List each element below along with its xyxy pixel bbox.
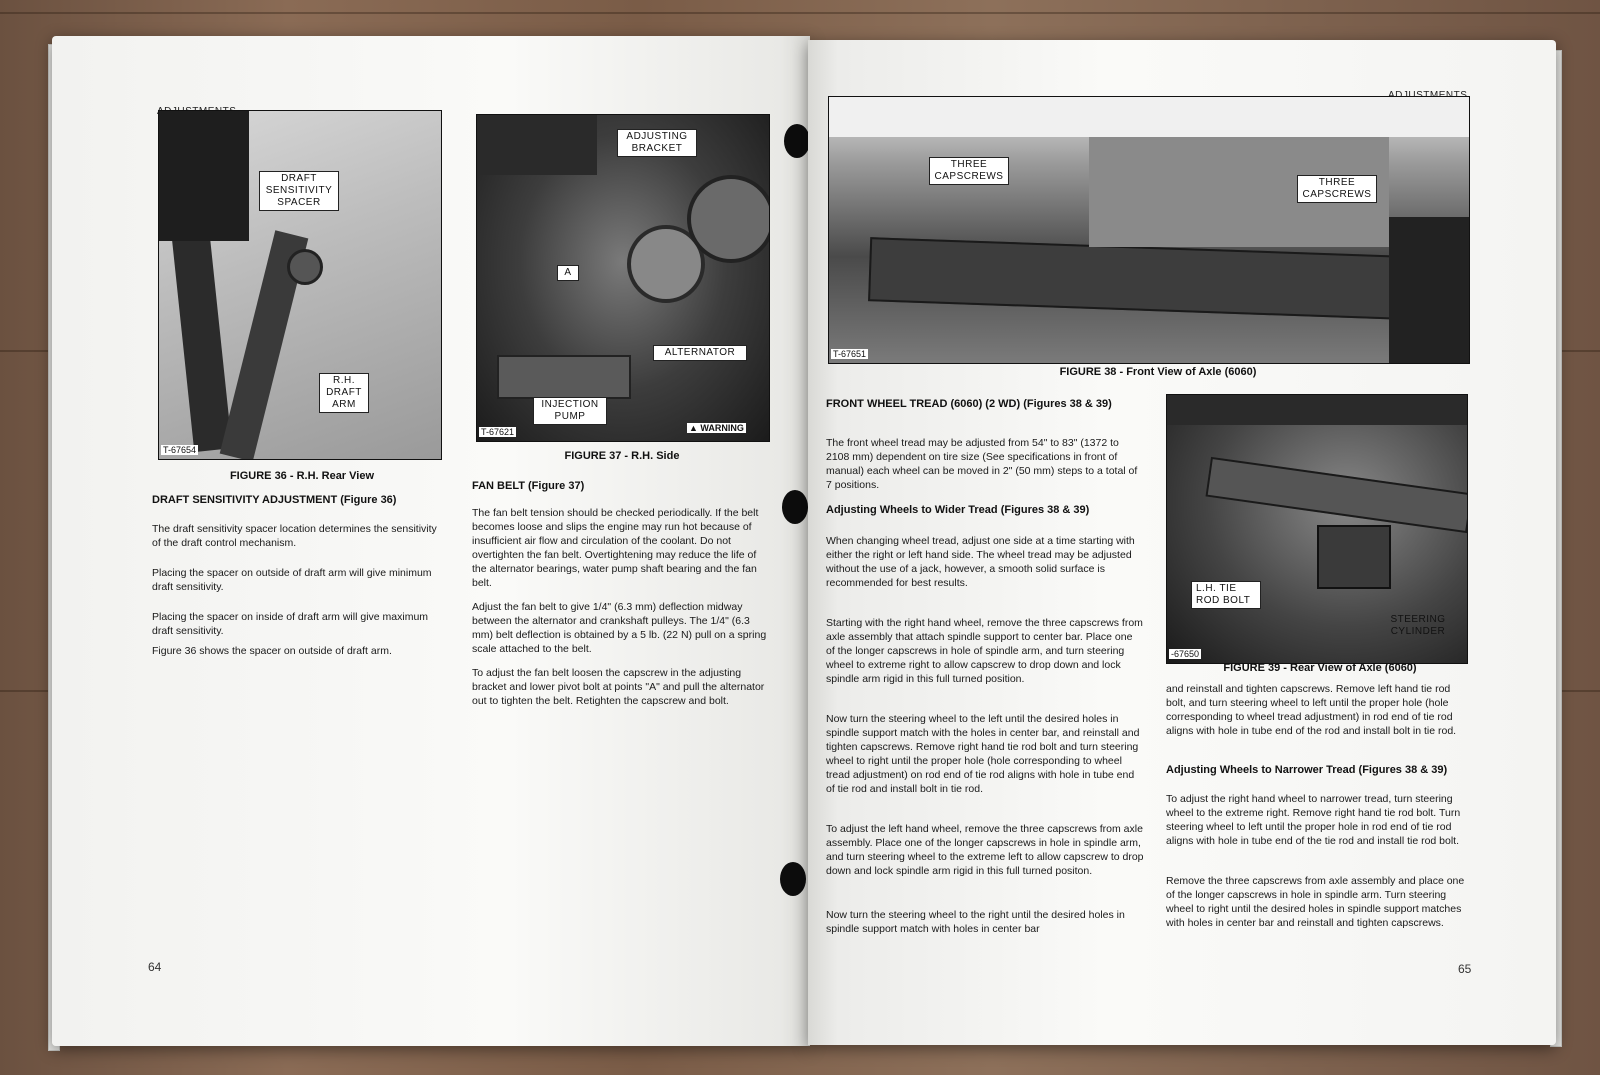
narrower-paragraph-2: Remove the three capscrews from axle assembly and place one of the longer capscrews in hole in spindle arm. Turn steering wheel to right until the desired holes in spindle support matches with holes in center bar and reinstall and tighten capscrews. xyxy=(1166,875,1465,929)
column2-paragraph-1: and reinstall and tighten capscrews. Remove left hand tie rod bolt, and turn steering wheel to left until the proper hole (hole corresponding to wheel tread adjustment) in rod end of tie rod aligns with hole in tube end of the rod and install bolt in tie rod. xyxy=(1166,683,1457,737)
wider-paragraph-2: Starting with the right hand wheel, remove the three capscrews from axle assembly that attach spindle support to center bar. Place one of the longer capscrews in hole of spindle arm, and turn steering wheel to extreme right to allow capscrew to drop down and lock spindle arm rigid in this full turned position. xyxy=(826,617,1143,685)
figure-38-code: T-67651 xyxy=(833,349,867,359)
figure-37-caption: FIGURE 37 - R.H. Side xyxy=(564,450,680,462)
figure-37-photo xyxy=(476,114,770,442)
tread-paragraph-1: The front wheel tread may be adjusted from 54" to 83" (1372 to 2108 mm) dependent on tire size (See specifications in front of manual) each wheel can be moved in 2" (50 mm) steps to a total of 7 positions. xyxy=(826,437,1138,491)
draft-paragraph-4: Figure 36 shows the spacer on outside of draft arm. xyxy=(152,645,392,657)
three-capscrews-left-callout: THREE CAPSCREWS xyxy=(929,157,1009,185)
point-a-callout: A xyxy=(557,265,579,281)
figure-38-caption: FIGURE 38 - Front View of Axle (6060) xyxy=(1059,366,1257,378)
wider-tread-heading: Adjusting Wheels to Wider Tread (Figures 38 & 39) xyxy=(826,504,1090,516)
figure-36-code: T-67654 xyxy=(163,445,197,455)
wider-paragraph-4: To adjust the left hand wheel, remove the three capscrews from axle assembly. Place one of the longer capscrews in hole in spindle arm, and turn steering wheel to the extreme left to allow capscrew to drop down and lock spindle arm rigid in this full turned positon. xyxy=(826,823,1144,877)
narrower-tread-heading: Adjusting Wheels to Narrower Tread (Figures 38 & 39) xyxy=(1166,764,1448,776)
binding-hole-bottom xyxy=(780,862,806,896)
figure-39-code: -67650 xyxy=(1171,649,1200,659)
draft-paragraph-2: Placing the spacer on outside of draft arm will give minimum draft sensitivity. xyxy=(152,567,432,593)
wider-paragraph-1: When changing wheel tread, adjust one side at a time starting with either the right or left hand side. The wheel tread may be adjusted without the use of a jack, however, a smooth solid surface is recommended for best results. xyxy=(826,535,1135,589)
fan-paragraph-3: To adjust the fan belt loosen the capscrew in the adjusting bracket and lower pivot bolt at points "A" and pull the alternator out to tighten the belt. Retighten the capscrew and bolt. xyxy=(472,667,765,707)
right-page-number: 65 xyxy=(1458,962,1472,976)
front-wheel-tread-heading: FRONT WHEEL TREAD (6060) (2 WD) (Figures 38 & 39) xyxy=(826,398,1112,410)
fan-paragraph-1: The fan belt tension should be checked periodically. If the belt becomes loose and slips the engine may run hot because of insufficient air flow and circulation of the coolant. Do not overtighten the fan belt. Overtightening may reduce the life of the alternator bearings, water pump shaft bearing and the fan belt. xyxy=(472,507,759,589)
adjusting-bracket-callout: ADJUSTING BRACKET xyxy=(617,129,697,157)
alternator-callout: ALTERNATOR xyxy=(653,345,747,361)
rh-draft-arm-callout: R.H. DRAFT ARM xyxy=(319,373,369,413)
fan-belt-heading: FAN BELT (Figure 37) xyxy=(472,480,585,492)
figure-38-photo xyxy=(828,96,1470,364)
draft-sensitivity-heading: DRAFT SENSITIVITY ADJUSTMENT (Figure 36) xyxy=(152,494,397,506)
figure-36-caption: FIGURE 36 - R.H. Rear View xyxy=(229,470,375,482)
figure-37-code: T-67621 xyxy=(481,427,515,437)
figure-36-photo xyxy=(158,110,442,460)
left-page-number: 64 xyxy=(148,960,162,974)
binding-hole-middle xyxy=(782,490,808,524)
figure-39-caption: FIGURE 39 - Rear View of Axle (6060) xyxy=(1223,662,1417,674)
binding-hole-top xyxy=(784,124,810,158)
wider-paragraph-5: Now turn the steering wheel to the right until the desired holes in spindle support match with holes in center bar xyxy=(826,909,1125,935)
narrower-paragraph-1: To adjust the right hand wheel to narrower tread, turn steering wheel to the extreme right. Remove right hand tie rod bolt. Turn steering wheel to left until the proper hole in rod end of tie rod aligns with hole in tube end of the tie rod and install tie rod bolt. xyxy=(1166,793,1461,847)
draft-sensitivity-spacer-callout: DRAFT SENSITIVITY SPACER xyxy=(259,171,339,211)
figure-39-photo xyxy=(1166,394,1468,664)
warning-text: WARNING xyxy=(700,423,744,433)
warning-label: ▲ WARNING xyxy=(689,423,744,433)
lh-tie-rod-bolt-callout: L.H. TIE ROD BOLT xyxy=(1191,581,1261,609)
left-page xyxy=(52,36,810,1046)
right-page xyxy=(808,40,1556,1045)
three-capscrews-right-callout: THREE CAPSCREWS xyxy=(1297,175,1377,203)
draft-paragraph-3: Placing the spacer on inside of draft arm will give maximum draft sensitivity. xyxy=(152,611,429,637)
draft-paragraph-1: The draft sensitivity spacer location determines the sensitivity of the draft control mechanism. xyxy=(152,523,437,549)
wider-paragraph-3: Now turn the steering wheel to the left until the desired holes in spindle support match with the holes in center bar, and reinstall and tighten capscrews. Remove right hand tie rod bolt and turn steering wheel to right until the proper hole (hole corresponding to wheel tread adjustment) on rod end of tie rod aligns with hole in tube end of tie rod and install bolt in tie rod. xyxy=(826,713,1140,795)
fan-paragraph-2: Adjust the fan belt to give 1/4" (6.3 mm) deflection midway between the alternator and crankshaft pulleys. The 1/4" (6.3 mm) belt deflection is obtained by a 5 lb. (22 N) pull on a spring scale attached to the belt. xyxy=(472,601,767,655)
steering-cylinder-callout: STEERING CYLINDER xyxy=(1390,614,1446,637)
injection-pump-callout: INJECTION PUMP xyxy=(533,397,607,425)
